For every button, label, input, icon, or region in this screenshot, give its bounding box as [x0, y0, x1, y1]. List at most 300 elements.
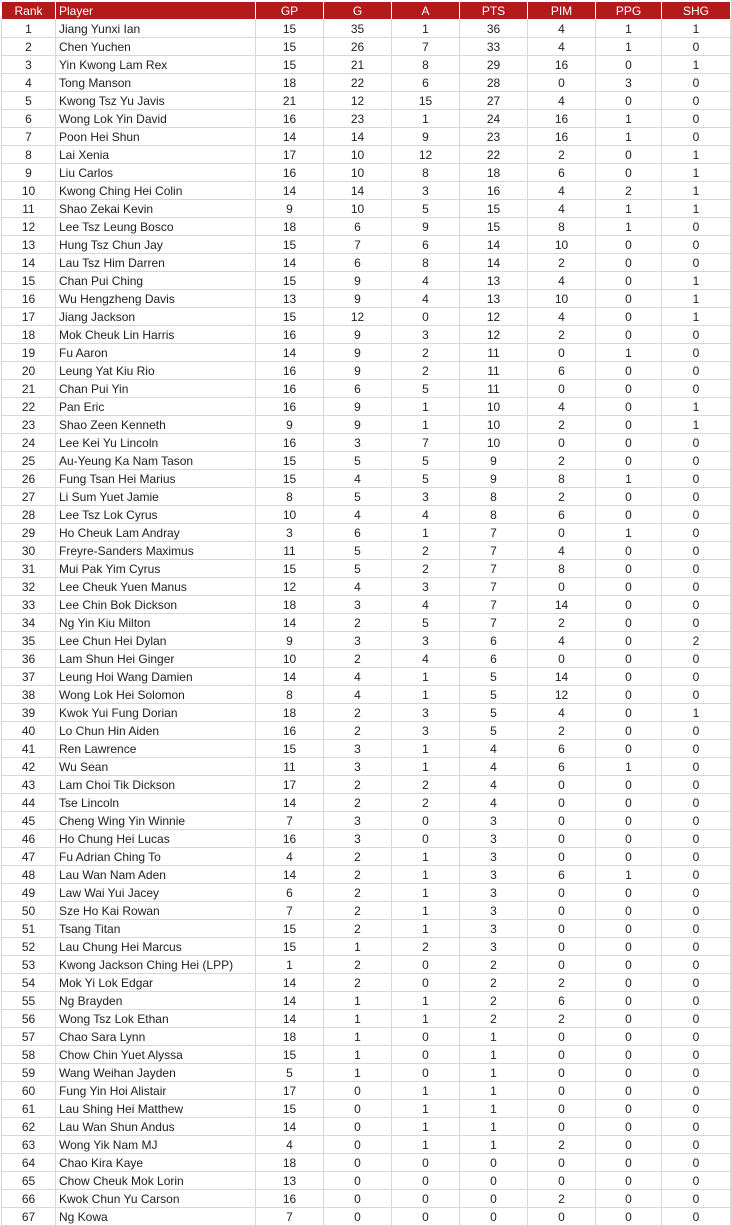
cell-rank: 29 — [2, 524, 56, 542]
table-row — [2, 632, 731, 650]
cell-a: 0 — [392, 812, 460, 830]
cell-rank: 10 — [2, 182, 56, 200]
cell-a: 3 — [392, 722, 460, 740]
cell-gp: 7 — [256, 812, 324, 830]
cell-ppg: 0 — [596, 1010, 662, 1028]
table-row — [2, 452, 731, 470]
cell-player: Lau Wan Nam Aden — [56, 866, 256, 884]
cell-g: 3 — [324, 596, 392, 614]
header-player[interactable]: Player — [56, 2, 256, 20]
cell-g: 2 — [324, 848, 392, 866]
cell-rank: 53 — [2, 956, 56, 974]
cell-rank: 1 — [2, 20, 56, 38]
cell-rank: 45 — [2, 812, 56, 830]
cell-player: Wong Tsz Lok Ethan — [56, 1010, 256, 1028]
cell-pts: 18 — [460, 164, 528, 182]
cell-rank: 2 — [2, 38, 56, 56]
cell-player: Lam Choi Tik Dickson — [56, 776, 256, 794]
cell-player: Lee Kei Yu Lincoln — [56, 434, 256, 452]
cell-ppg: 0 — [596, 812, 662, 830]
cell-gp: 14 — [256, 182, 324, 200]
cell-gp: 16 — [256, 398, 324, 416]
cell-ppg: 0 — [596, 506, 662, 524]
cell-rank: 64 — [2, 1154, 56, 1172]
table-row — [2, 416, 731, 434]
header-a[interactable]: A — [392, 2, 460, 20]
cell-a: 1 — [392, 524, 460, 542]
cell-rank: 3 — [2, 56, 56, 74]
cell-g: 2 — [324, 884, 392, 902]
cell-pts: 1 — [460, 1100, 528, 1118]
cell-pts: 10 — [460, 416, 528, 434]
cell-pim: 0 — [528, 1172, 596, 1190]
table-row — [2, 920, 731, 938]
header-shg[interactable]: SHG — [662, 2, 731, 20]
cell-gp: 15 — [256, 308, 324, 326]
table-row — [2, 38, 731, 56]
cell-pim: 0 — [528, 1208, 596, 1226]
cell-g: 2 — [324, 866, 392, 884]
cell-ppg: 0 — [596, 578, 662, 596]
cell-g: 6 — [324, 218, 392, 236]
cell-gp: 14 — [256, 254, 324, 272]
cell-pts: 3 — [460, 902, 528, 920]
table-row — [2, 20, 731, 38]
cell-pts: 7 — [460, 578, 528, 596]
cell-pts: 5 — [460, 686, 528, 704]
table-row — [2, 524, 731, 542]
cell-rank: 33 — [2, 596, 56, 614]
cell-a: 0 — [392, 1172, 460, 1190]
cell-shg: 0 — [662, 1190, 731, 1208]
cell-rank: 40 — [2, 722, 56, 740]
cell-pts: 5 — [460, 668, 528, 686]
cell-a: 8 — [392, 254, 460, 272]
header-ppg[interactable]: PPG — [596, 2, 662, 20]
cell-a: 2 — [392, 362, 460, 380]
cell-gp: 15 — [256, 56, 324, 74]
cell-pts: 3 — [460, 866, 528, 884]
table-row — [2, 398, 731, 416]
cell-g: 9 — [324, 290, 392, 308]
table-row — [2, 992, 731, 1010]
cell-g: 3 — [324, 434, 392, 452]
cell-player: Cheng Wing Yin Winnie — [56, 812, 256, 830]
cell-pim: 0 — [528, 1028, 596, 1046]
cell-pim: 0 — [528, 1064, 596, 1082]
cell-gp: 14 — [256, 866, 324, 884]
cell-player: Lau Tsz Him Darren — [56, 254, 256, 272]
cell-pim: 0 — [528, 830, 596, 848]
cell-player: Chan Pui Yin — [56, 380, 256, 398]
cell-g: 4 — [324, 668, 392, 686]
cell-g: 9 — [324, 362, 392, 380]
cell-rank: 18 — [2, 326, 56, 344]
cell-shg: 0 — [662, 578, 731, 596]
cell-rank: 28 — [2, 506, 56, 524]
cell-g: 2 — [324, 704, 392, 722]
cell-shg: 1 — [662, 164, 731, 182]
cell-shg: 0 — [662, 596, 731, 614]
cell-shg: 1 — [662, 146, 731, 164]
cell-rank: 50 — [2, 902, 56, 920]
cell-rank: 65 — [2, 1172, 56, 1190]
cell-pts: 4 — [460, 758, 528, 776]
cell-ppg: 0 — [596, 974, 662, 992]
cell-pts: 8 — [460, 488, 528, 506]
cell-pts: 7 — [460, 524, 528, 542]
cell-pts: 5 — [460, 722, 528, 740]
cell-rank: 46 — [2, 830, 56, 848]
cell-gp: 14 — [256, 128, 324, 146]
cell-a: 9 — [392, 218, 460, 236]
cell-ppg: 0 — [596, 938, 662, 956]
cell-gp: 16 — [256, 362, 324, 380]
header-pim[interactable]: PIM — [528, 2, 596, 20]
cell-a: 6 — [392, 236, 460, 254]
table-row — [2, 218, 731, 236]
cell-rank: 44 — [2, 794, 56, 812]
cell-pim: 4 — [528, 272, 596, 290]
cell-g: 10 — [324, 200, 392, 218]
cell-ppg: 0 — [596, 92, 662, 110]
cell-shg: 1 — [662, 20, 731, 38]
cell-pim: 8 — [528, 218, 596, 236]
cell-gp: 14 — [256, 668, 324, 686]
cell-pim: 0 — [528, 1046, 596, 1064]
cell-shg: 1 — [662, 56, 731, 74]
table-row — [2, 704, 731, 722]
cell-a: 3 — [392, 704, 460, 722]
cell-pim: 6 — [528, 506, 596, 524]
player-stats-table — [1, 1, 731, 1226]
cell-pts: 0 — [460, 1208, 528, 1226]
cell-g: 2 — [324, 614, 392, 632]
cell-a: 6 — [392, 74, 460, 92]
cell-pim: 6 — [528, 362, 596, 380]
cell-player: Kwok Yui Fung Dorian — [56, 704, 256, 722]
cell-g: 2 — [324, 920, 392, 938]
cell-shg: 0 — [662, 1118, 731, 1136]
cell-shg: 0 — [662, 92, 731, 110]
cell-ppg: 0 — [596, 740, 662, 758]
cell-player: Chan Pui Ching — [56, 272, 256, 290]
cell-player: Tsang Titan — [56, 920, 256, 938]
cell-gp: 11 — [256, 758, 324, 776]
cell-rank: 38 — [2, 686, 56, 704]
cell-pim: 0 — [528, 884, 596, 902]
table-row — [2, 506, 731, 524]
cell-gp: 6 — [256, 884, 324, 902]
header-rank[interactable]: Rank — [2, 2, 56, 20]
cell-a: 5 — [392, 614, 460, 632]
cell-pim: 2 — [528, 326, 596, 344]
table-row — [2, 164, 731, 182]
table-row — [2, 938, 731, 956]
cell-a: 8 — [392, 164, 460, 182]
cell-rank: 32 — [2, 578, 56, 596]
cell-rank: 24 — [2, 434, 56, 452]
cell-pts: 27 — [460, 92, 528, 110]
cell-g: 4 — [324, 686, 392, 704]
cell-player: Au-Yeung Ka Nam Tason — [56, 452, 256, 470]
cell-rank: 62 — [2, 1118, 56, 1136]
cell-ppg: 0 — [596, 1190, 662, 1208]
cell-gp: 14 — [256, 794, 324, 812]
cell-gp: 15 — [256, 452, 324, 470]
cell-gp: 16 — [256, 1190, 324, 1208]
cell-pim: 4 — [528, 200, 596, 218]
cell-pts: 11 — [460, 362, 528, 380]
cell-player: Lee Tsz Lok Cyrus — [56, 506, 256, 524]
cell-pts: 4 — [460, 776, 528, 794]
cell-player: Lo Chun Hin Aiden — [56, 722, 256, 740]
cell-g: 0 — [324, 1118, 392, 1136]
cell-ppg: 1 — [596, 218, 662, 236]
table-row — [2, 56, 731, 74]
cell-player: Chen Yuchen — [56, 38, 256, 56]
cell-pim: 2 — [528, 146, 596, 164]
cell-shg: 0 — [662, 1028, 731, 1046]
cell-pts: 1 — [460, 1064, 528, 1082]
header-pts[interactable]: PTS — [460, 2, 528, 20]
cell-ppg: 0 — [596, 992, 662, 1010]
cell-player: Lee Tsz Leung Bosco — [56, 218, 256, 236]
cell-shg: 0 — [662, 362, 731, 380]
cell-shg: 0 — [662, 326, 731, 344]
cell-ppg: 1 — [596, 128, 662, 146]
cell-player: Pan Eric — [56, 398, 256, 416]
cell-player: Wong Yik Nam MJ — [56, 1136, 256, 1154]
cell-rank: 41 — [2, 740, 56, 758]
cell-a: 0 — [392, 1064, 460, 1082]
cell-shg: 0 — [662, 758, 731, 776]
cell-a: 1 — [392, 1100, 460, 1118]
cell-pts: 16 — [460, 182, 528, 200]
cell-shg: 0 — [662, 236, 731, 254]
cell-g: 9 — [324, 344, 392, 362]
cell-pim: 0 — [528, 848, 596, 866]
cell-ppg: 0 — [596, 542, 662, 560]
cell-pim: 16 — [528, 56, 596, 74]
cell-a: 1 — [392, 1118, 460, 1136]
table-row — [2, 92, 731, 110]
header-g[interactable]: G — [324, 2, 392, 20]
cell-shg: 0 — [662, 218, 731, 236]
cell-pim: 6 — [528, 758, 596, 776]
cell-player: Jiang Jackson — [56, 308, 256, 326]
cell-ppg: 0 — [596, 236, 662, 254]
cell-gp: 10 — [256, 650, 324, 668]
cell-ppg: 0 — [596, 362, 662, 380]
cell-g: 9 — [324, 398, 392, 416]
table-body — [2, 20, 731, 1226]
cell-gp: 16 — [256, 326, 324, 344]
cell-rank: 13 — [2, 236, 56, 254]
cell-gp: 15 — [256, 1046, 324, 1064]
cell-pim: 0 — [528, 1100, 596, 1118]
cell-g: 4 — [324, 470, 392, 488]
table-row — [2, 812, 731, 830]
table-row — [2, 74, 731, 92]
cell-gp: 21 — [256, 92, 324, 110]
cell-pim: 0 — [528, 956, 596, 974]
cell-ppg: 0 — [596, 164, 662, 182]
cell-pts: 3 — [460, 938, 528, 956]
cell-a: 4 — [392, 506, 460, 524]
table-row — [2, 956, 731, 974]
cell-a: 2 — [392, 542, 460, 560]
cell-a: 5 — [392, 200, 460, 218]
cell-a: 1 — [392, 866, 460, 884]
cell-pts: 1 — [460, 1082, 528, 1100]
table-row — [2, 560, 731, 578]
cell-gp: 17 — [256, 776, 324, 794]
cell-g: 0 — [324, 1208, 392, 1226]
table-row — [2, 290, 731, 308]
cell-shg: 0 — [662, 128, 731, 146]
cell-rank: 51 — [2, 920, 56, 938]
cell-a: 5 — [392, 380, 460, 398]
cell-pts: 13 — [460, 290, 528, 308]
cell-player: Wong Lok Yin David — [56, 110, 256, 128]
cell-a: 2 — [392, 560, 460, 578]
cell-shg: 0 — [662, 650, 731, 668]
cell-ppg: 1 — [596, 20, 662, 38]
cell-ppg: 0 — [596, 326, 662, 344]
cell-player: Fung Tsan Hei Marius — [56, 470, 256, 488]
cell-shg: 0 — [662, 884, 731, 902]
table-row — [2, 470, 731, 488]
cell-pts: 1 — [460, 1118, 528, 1136]
cell-rank: 42 — [2, 758, 56, 776]
cell-ppg: 0 — [596, 884, 662, 902]
cell-ppg: 2 — [596, 182, 662, 200]
table-header — [2, 2, 731, 20]
cell-gp: 4 — [256, 1136, 324, 1154]
cell-a: 0 — [392, 830, 460, 848]
cell-g: 9 — [324, 272, 392, 290]
cell-pts: 15 — [460, 218, 528, 236]
cell-ppg: 1 — [596, 758, 662, 776]
cell-a: 0 — [392, 974, 460, 992]
cell-a: 1 — [392, 686, 460, 704]
cell-gp: 1 — [256, 956, 324, 974]
cell-gp: 15 — [256, 1100, 324, 1118]
cell-pim: 2 — [528, 452, 596, 470]
table-row — [2, 110, 731, 128]
cell-pts: 2 — [460, 1010, 528, 1028]
cell-player: Chao Sara Lynn — [56, 1028, 256, 1046]
cell-rank: 36 — [2, 650, 56, 668]
cell-pim: 10 — [528, 236, 596, 254]
cell-gp: 15 — [256, 38, 324, 56]
cell-gp: 18 — [256, 1154, 324, 1172]
table-row — [2, 884, 731, 902]
cell-g: 0 — [324, 1100, 392, 1118]
cell-a: 1 — [392, 992, 460, 1010]
cell-g: 12 — [324, 308, 392, 326]
cell-pim: 6 — [528, 992, 596, 1010]
cell-shg: 0 — [662, 1010, 731, 1028]
cell-shg: 0 — [662, 344, 731, 362]
cell-g: 3 — [324, 812, 392, 830]
header-gp[interactable]: GP — [256, 2, 324, 20]
cell-pim: 4 — [528, 182, 596, 200]
cell-ppg: 0 — [596, 416, 662, 434]
cell-pts: 3 — [460, 812, 528, 830]
table-row — [2, 902, 731, 920]
cell-shg: 0 — [662, 1208, 731, 1226]
cell-a: 5 — [392, 452, 460, 470]
cell-shg: 0 — [662, 902, 731, 920]
cell-g: 5 — [324, 488, 392, 506]
cell-pts: 10 — [460, 398, 528, 416]
cell-g: 1 — [324, 1010, 392, 1028]
cell-player: Wang Weihan Jayden — [56, 1064, 256, 1082]
cell-g: 3 — [324, 830, 392, 848]
cell-pts: 9 — [460, 470, 528, 488]
cell-gp: 14 — [256, 1118, 324, 1136]
cell-g: 0 — [324, 1136, 392, 1154]
cell-ppg: 0 — [596, 1064, 662, 1082]
cell-player: Fung Yin Hoi Alistair — [56, 1082, 256, 1100]
cell-ppg: 1 — [596, 524, 662, 542]
cell-a: 1 — [392, 1136, 460, 1154]
cell-gp: 18 — [256, 704, 324, 722]
cell-shg: 0 — [662, 776, 731, 794]
cell-g: 2 — [324, 776, 392, 794]
table-row — [2, 740, 731, 758]
cell-gp: 5 — [256, 1064, 324, 1082]
cell-a: 1 — [392, 1010, 460, 1028]
cell-ppg: 1 — [596, 344, 662, 362]
cell-a: 4 — [392, 596, 460, 614]
cell-player: Mok Cheuk Lin Harris — [56, 326, 256, 344]
cell-g: 35 — [324, 20, 392, 38]
cell-gp: 9 — [256, 416, 324, 434]
cell-rank: 35 — [2, 632, 56, 650]
cell-a: 4 — [392, 290, 460, 308]
table-row — [2, 578, 731, 596]
cell-rank: 49 — [2, 884, 56, 902]
cell-a: 0 — [392, 1190, 460, 1208]
cell-ppg: 0 — [596, 272, 662, 290]
cell-g: 9 — [324, 326, 392, 344]
cell-pts: 6 — [460, 650, 528, 668]
cell-shg: 0 — [662, 1172, 731, 1190]
cell-rank: 60 — [2, 1082, 56, 1100]
cell-g: 10 — [324, 164, 392, 182]
cell-pts: 8 — [460, 506, 528, 524]
table-row — [2, 182, 731, 200]
cell-pim: 2 — [528, 1010, 596, 1028]
cell-a: 8 — [392, 56, 460, 74]
cell-shg: 0 — [662, 722, 731, 740]
cell-rank: 37 — [2, 668, 56, 686]
cell-gp: 15 — [256, 920, 324, 938]
cell-pts: 0 — [460, 1154, 528, 1172]
cell-pts: 10 — [460, 434, 528, 452]
cell-a: 9 — [392, 128, 460, 146]
cell-player: Li Sum Yuet Jamie — [56, 488, 256, 506]
cell-rank: 59 — [2, 1064, 56, 1082]
cell-g: 0 — [324, 1082, 392, 1100]
cell-ppg: 0 — [596, 848, 662, 866]
cell-shg: 0 — [662, 74, 731, 92]
cell-pts: 11 — [460, 380, 528, 398]
cell-gp: 12 — [256, 578, 324, 596]
